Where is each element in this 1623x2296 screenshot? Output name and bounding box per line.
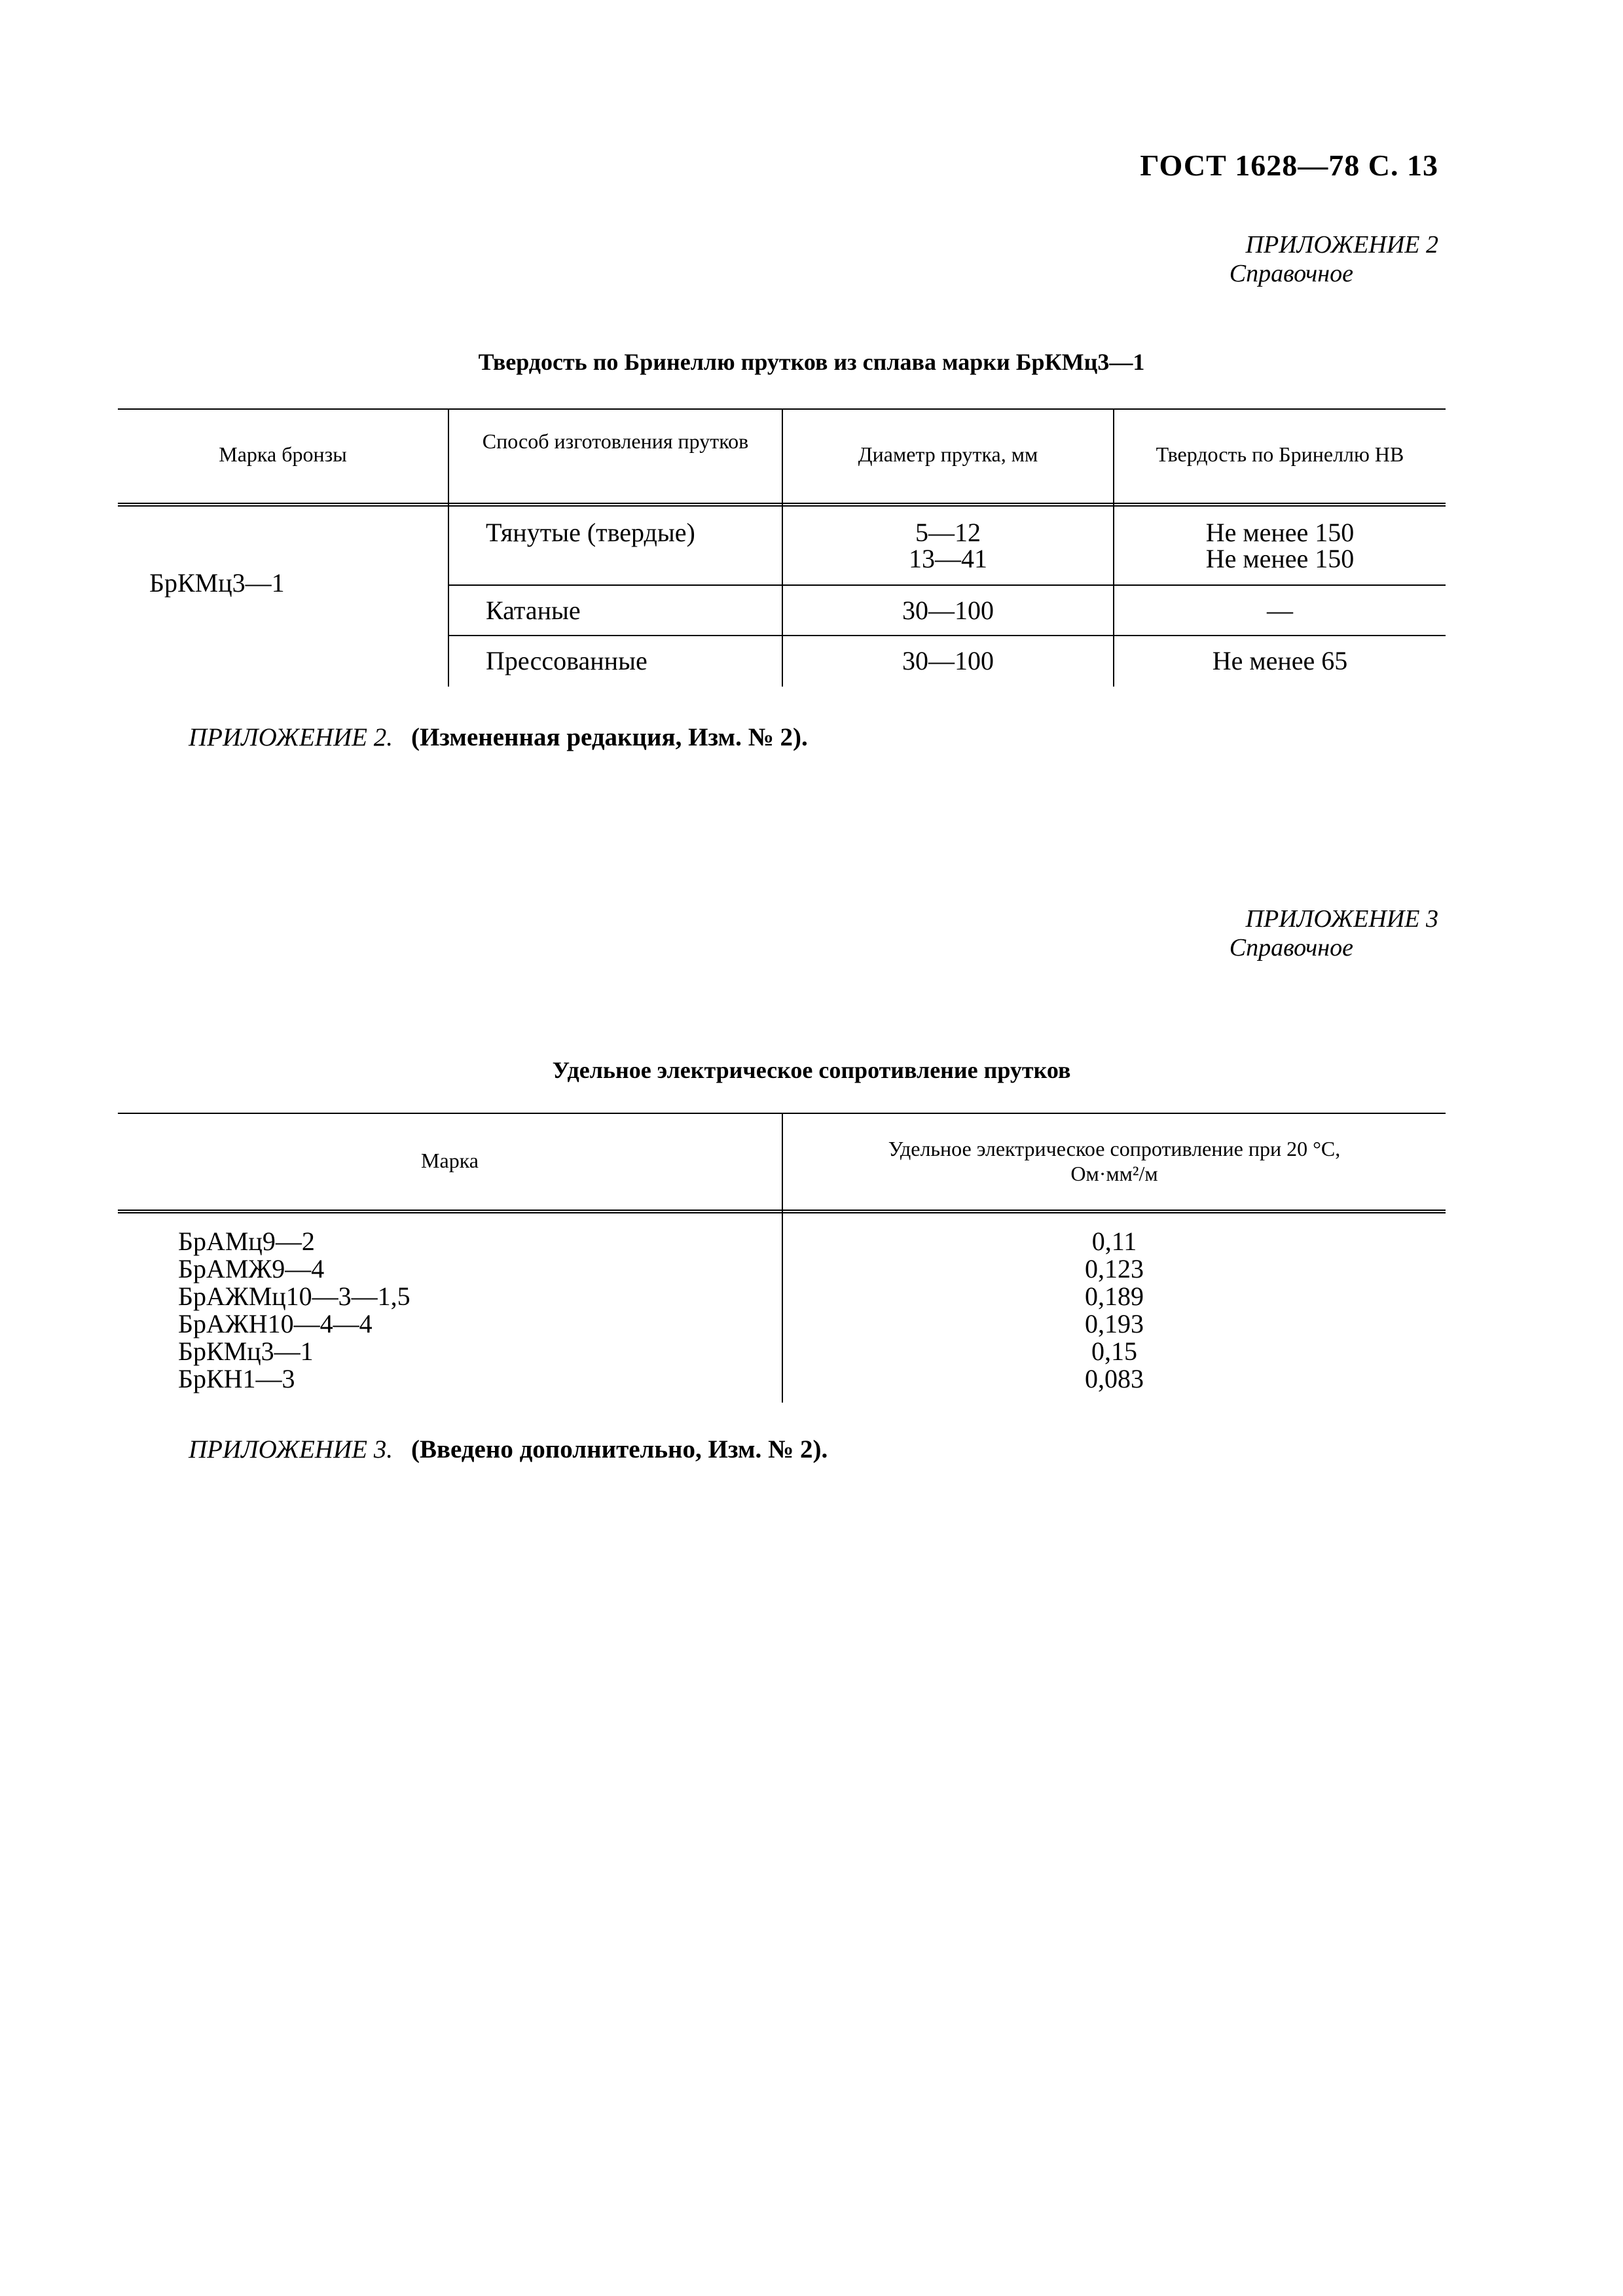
- method-cell: Тянутые (твердые): [486, 518, 695, 547]
- table-row-grade: БрКН1—3: [178, 1364, 295, 1393]
- table-row-value: 0,123: [1085, 1254, 1144, 1283]
- method-cell: Прессованные: [486, 646, 647, 675]
- column-header: Способ изготовления прутков: [482, 429, 749, 453]
- column-header: Ом·мм²/м: [1070, 1162, 1158, 1185]
- table-row-value: 0,083: [1085, 1364, 1144, 1393]
- appendix3-note-text: (Введено дополнительно, Изм. № 2).: [410, 1435, 828, 1463]
- method-cell: Катаные: [486, 596, 581, 625]
- column-header: Твердость по Бринеллю НВ: [1156, 442, 1404, 466]
- appendix2-note-label: ПРИЛОЖЕНИЕ 2.: [189, 723, 393, 751]
- appendix2-type: Справочное: [1229, 260, 1353, 287]
- table-row-value: 0,189: [1085, 1282, 1144, 1311]
- appendix3-title: Удельное электрическое сопротивление прутков: [552, 1057, 1071, 1083]
- hardness-cell: Не менее 150: [1205, 544, 1355, 573]
- appendix3-label: ПРИЛОЖЕНИЕ 3: [1245, 905, 1438, 933]
- appendix3-type: Справочное: [1229, 934, 1353, 961]
- appendix2-title: Твердость по Бринеллю прутков из сплава марки БрКМц3—1: [478, 349, 1145, 375]
- column-header: Марка бронзы: [219, 442, 347, 466]
- appendix2-note-text: (Измененная редакция, Изм. № 2).: [410, 723, 808, 751]
- appendix3-note-label: ПРИЛОЖЕНИЕ 3.: [189, 1435, 393, 1463]
- page-header: ГОСТ 1628—78 С. 13: [1140, 149, 1438, 182]
- row-rule: [449, 635, 1446, 636]
- hardness-cell: Не менее 150: [1205, 518, 1355, 547]
- appendix2-label-block: [1230, 230, 1438, 288]
- grade-cell: БрКМц3—1: [149, 568, 285, 598]
- table-row-grade: БрАЖМц10—3—1,5: [178, 1282, 410, 1311]
- appendix3-label-block: [1230, 905, 1438, 962]
- appendix2-note: [189, 723, 808, 752]
- table-row-grade: БрАМц9—2: [178, 1227, 315, 1256]
- hardness-cell: —: [1267, 596, 1293, 625]
- hardness-cell: Не менее 65: [1212, 646, 1348, 675]
- column-header: Диаметр прутка, мм: [858, 442, 1038, 466]
- table-row-value: 0,193: [1085, 1309, 1144, 1338]
- table-row-grade: БрКМц3—1: [178, 1336, 314, 1366]
- appendix3-note: [189, 1435, 828, 1464]
- diameter-cell: 30—100: [902, 596, 994, 625]
- column-header: Удельное электрическое сопротивление при 20 °С,: [888, 1137, 1341, 1160]
- table-row-value: 0,15: [1091, 1336, 1137, 1366]
- diameter-cell: 5—12: [915, 518, 981, 547]
- table-row-grade: БрАМЖ9—4: [178, 1254, 325, 1283]
- diameter-cell: 13—41: [909, 544, 987, 573]
- appendix2-label: ПРИЛОЖЕНИЕ 2: [1245, 231, 1438, 259]
- column-divider: [448, 409, 449, 687]
- table-row-grade: БрАЖН10—4—4: [178, 1309, 373, 1338]
- row-rule: [449, 584, 1446, 586]
- diameter-cell: 30—100: [902, 646, 994, 675]
- table-row-value: 0,11: [1091, 1227, 1137, 1256]
- column-header: Марка: [421, 1149, 479, 1172]
